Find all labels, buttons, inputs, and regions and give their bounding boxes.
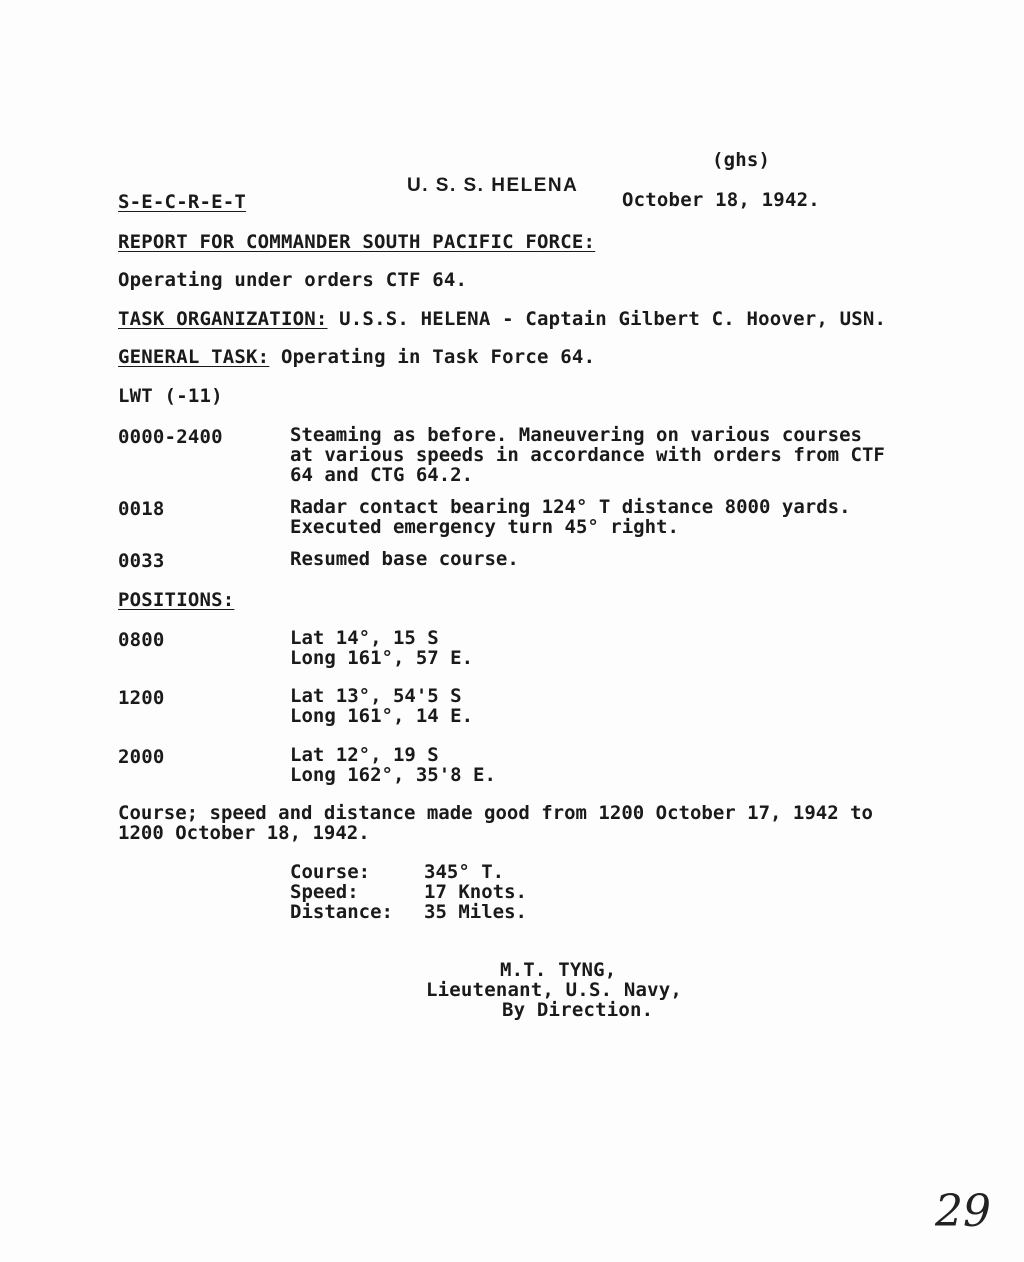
log-time: 0033 [118, 550, 165, 572]
position-lat: Lat 12°, 19 S [290, 744, 439, 766]
log-time: 0018 [118, 498, 165, 520]
log-line: Executed emergency turn 45° right. [290, 516, 679, 538]
general-task-label: GENERAL TASK: [118, 346, 270, 368]
course-label: Course: [290, 861, 371, 883]
distance-value: 35 Miles. [424, 901, 527, 923]
operating-line: Operating under orders CTF 64. [118, 269, 468, 291]
log-entry [290, 497, 851, 537]
log-entry [290, 425, 885, 485]
log-entry [290, 549, 519, 569]
log-line: 64 and CTG 64.2. [290, 464, 474, 486]
general-task [118, 347, 595, 367]
position-time: 1200 [118, 687, 165, 709]
summary-line: Course; speed and distance made good from 1200 October 17, 1942 to [118, 802, 873, 824]
task-organization-label: TASK ORGANIZATION: [118, 308, 328, 330]
signature-authority: By Direction. [502, 999, 654, 1021]
position-long: Long 161°, 57 E. [290, 647, 474, 669]
speed-value: 17 Knots. [424, 881, 527, 903]
position-lat: Lat 13°, 54'5 S [290, 685, 462, 707]
speed-label: Speed: [290, 881, 359, 903]
log-line: Steaming as before. Maneuvering on various courses [290, 424, 862, 446]
log-line: Radar contact bearing 124° T distance 8000 yards. [290, 496, 851, 518]
made-good-summary [118, 803, 873, 843]
position-time: 2000 [118, 746, 165, 768]
position-long: Long 162°, 35'8 E. [290, 764, 496, 786]
typist-initials: (ghs) [712, 149, 771, 171]
report-date: October 18, 1942. [622, 189, 820, 211]
position-long: Long 161°, 14 E. [290, 705, 474, 727]
log-time: 0000-2400 [118, 426, 223, 448]
position-entry [290, 628, 473, 668]
task-organization [118, 309, 886, 329]
general-task-text: Operating in Task Force 64. [269, 346, 596, 368]
classification-marking: S-E-C-R-E-T [118, 191, 247, 213]
position-entry [290, 745, 496, 785]
position-lat: Lat 14°, 15 S [290, 627, 439, 649]
made-good-labels [290, 862, 393, 922]
log-line: at various speeds in accordance with orders from CTF [290, 444, 885, 466]
positions-heading: POSITIONS: [118, 589, 235, 611]
position-entry [290, 686, 473, 726]
summary-line: 1200 October 18, 1942. [118, 822, 370, 844]
report-heading: REPORT FOR COMMANDER SOUTH PACIFIC FORCE: [118, 231, 596, 253]
ship-name: U. S. S. HELENA [407, 175, 579, 196]
signature-rank: Lieutenant, U.S. Navy, [426, 979, 683, 1001]
position-time: 0800 [118, 629, 165, 651]
distance-label: Distance: [290, 901, 393, 923]
made-good-values [424, 862, 527, 922]
log-line: Resumed base course. [290, 548, 519, 570]
course-value: 345° T. [424, 861, 505, 883]
page-number: 29 [935, 1186, 991, 1237]
time-zone: LWT (-11) [118, 385, 223, 407]
signature-name: M.T. TYNG, [500, 959, 617, 981]
task-organization-text: U.S.S. HELENA - Captain Gilbert C. Hoover, USN. [327, 308, 887, 330]
